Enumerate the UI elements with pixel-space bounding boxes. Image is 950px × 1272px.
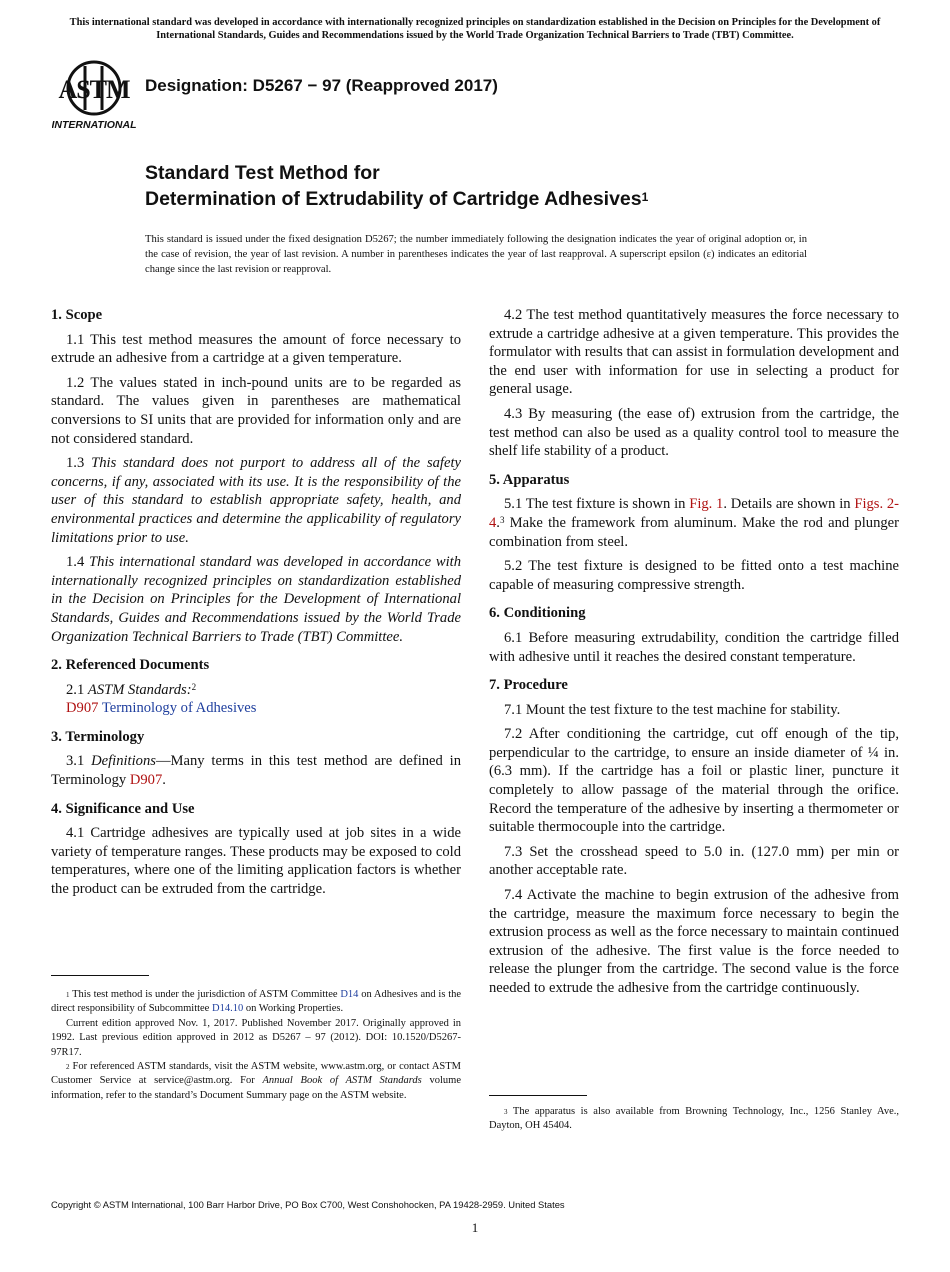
section-heading-significance: 4. Significance and Use	[51, 800, 195, 817]
para-1-4: 1.4 This international standard was developed in accordance with internationally recognized principles on standardization established in the Decision on Principles for the Development of International Standards, Guides and Recommendations issued by the World Trade Organization Technical Barriers to Trade (TBT) Committee.	[51, 554, 462, 645]
para-6-1: 6.1 Before measuring extrudability, condition the cartridge filled with adhesive until it reaches the desired constant temperature.	[489, 629, 899, 665]
para-1-1: 1.1 This test method measures the amount of force necessary to extrude an adhesive from a cartridge at a given temperature.	[51, 331, 461, 367]
footnotes-left	[51, 988, 461, 1103]
footnote-1-edition: Current edition approved Nov. 1, 2017. Published November 2017. Originally approved in 1992. Last previous edition approved in 2012 as D5267 – 97 (2012). DOI: 10.1520/D5267-97R17.	[51, 1017, 461, 1058]
link-terminology-of-adhesives[interactable]: Terminology of Adhesives	[101, 700, 257, 717]
para-1-3: 1.3 This standard does not purport to address all of the safety concerns, if any, associated with its use. It is the responsibility of the user of this standard to establish appropriate safety, health, and environmental practices and determine the applicability of regulatory limitations prior to use.	[51, 455, 461, 546]
section-heading-procedure: 7. Procedure	[489, 677, 568, 694]
top-notice: This international standard was developed in accordance with internationally recognized principles on standardization established in the Decision on Principles for the Development of International Standards, Guides and Recommendations issued by the World Trade Organization Technical Barriers to Trade (TBT) Committee.	[69, 17, 881, 41]
svg-text:INTERNATIONAL: INTERNATIONAL	[52, 119, 136, 131]
para-7-1: 7.1 Mount the test fixture to the test machine for stability.	[504, 701, 841, 718]
para-1-2: 1.2 The values stated in inch-pound units are to be regarded as standard. The values given in parentheses are mathematical conversions to SI units that are provided for information only and are not considered standard.	[51, 374, 461, 447]
link-d14-10[interactable]: D14.10	[211, 1003, 244, 1015]
link-d907[interactable]: D907	[66, 700, 99, 717]
section-heading-apparatus: 5. Apparatus	[489, 471, 570, 488]
para-4-2: 4.2 The test method quantitatively measures the force necessary to extrude a cartridge adhesive at a given temperature. This provides the formulator with results that can assist in formulation development and the end user with information for use in selecting a product for general usage.	[489, 307, 899, 398]
para-4-3: 4.3 By measuring (the ease of) extrusion from the cartridge, the test method can also be used as a quality control tool to measure the shelf life stability of a product.	[489, 405, 899, 460]
para-7-4: 7.4 Activate the machine to begin extrusion of the adhesive from the cartridge, measure the maximum force necessary to begin the extrusion process as well as the force necessary to maintain continued extrusion of the adhesive. The first value is the force needed to release the plunger from the cartridge. The second value is the force needed to extrude the adhesive from the cartridge continuously.	[489, 887, 899, 996]
left-column	[51, 306, 461, 905]
section-heading-scope: 1. Scope	[51, 307, 103, 323]
page-number: 1	[471, 1220, 479, 1235]
document-title	[145, 160, 648, 212]
footnote-3: $^3$ The apparatus is also available from Browning Technology, Inc., 1256 Stanley Ave., Dayton, OH 45404.	[489, 1106, 899, 1132]
title-footnote-ref[interactable]: 1	[641, 190, 649, 204]
para-7-2: 7.2 After conditioning the cartridge, cut off enough of the tip, perpendicular to the cartridge, to ensure an inside diameter of ¼ in. (6.3 mm). If the cartridge has a foil or plastic liner, puncture it completely to allow passage of the material through the orifice. Record the temperature of the adhesive by inserting a thermometer or suitable thermocouple into the cartridge.	[489, 726, 899, 836]
para-7-3: 7.3 Set the crosshead speed to 5.0 in. (127.0 mm) per min or another acceptable rate.	[489, 843, 899, 879]
para-3-1: 3.1 Definitions—Many terms in this test method are defined in Terminology D907.	[51, 753, 461, 789]
para-5-1: 5.1 The test fixture is shown in Fig. 1. Details are shown in Figs. 2-4.$^3$ Make the framework from aluminum. Make the rod and plunger combination from steel.	[489, 496, 900, 550]
title-line-2: Determination of Extrudability of Cartridge Adhesives$^1$	[145, 188, 649, 210]
footnote-2: $^2$ For referenced ASTM standards, visit the ASTM website, www.astm.org, or contact ASTM Customer Service at service@astm.org. For Annual Book of ASTM Standards volume information, refer to the standard’s Document Summary page on the ASTM website.	[51, 1061, 462, 1101]
para-4-1: 4.1 Cartridge adhesives are typically used at job sites in a wide variety of temperature ranges. These products may be exposed to cold temperatures, where one of the limiting application factors is whether the product can be extruded from the cartridge.	[51, 825, 461, 898]
issued-note: This standard is issued under the fixed designation D5267; the number immediately following the designation indicates the year of original adoption or, in the case of revision, the year of last revision. A number in parentheses indicates the year of last reapproval. A superscript epsilon (ε) indicates an editorial change since the last revision or reapproval.	[145, 234, 807, 275]
footnotes-right	[489, 1105, 899, 1134]
link-d14[interactable]: D14	[340, 989, 359, 1000]
para-2-1: 2.1 ASTM Standards:$^2$	[66, 681, 197, 698]
astm-logo	[52, 58, 136, 132]
title-line-1: Standard Test Method for	[145, 162, 380, 184]
footnote-rule-right	[489, 1095, 587, 1096]
section-heading-conditioning: 6. Conditioning	[489, 605, 586, 622]
svg-text:ASTM: ASTM	[58, 75, 130, 104]
link-d907-terminology[interactable]: D907	[129, 772, 163, 789]
link-figs-2-4[interactable]: Figs. 2-4	[489, 496, 900, 531]
copyright-line: Copyright © ASTM International, 100 Barr Harbor Drive, PO Box C700, West Conshohocken, PA 19428-2959. United States	[51, 1199, 565, 1210]
footnote-1: $^1$ This test method is under the jurisdiction of ASTM Committee D14 on Adhesives and is the direct responsibility of Subcommittee D14.10 on Working Properties.	[51, 989, 462, 1015]
para-5-2: 5.2 The test fixture is designed to be fitted onto a test machine capable of measuring compressive strength.	[489, 558, 899, 593]
reference-d907	[51, 699, 461, 718]
footnote-rule-left	[51, 975, 149, 976]
right-column	[489, 306, 899, 1004]
link-fig-1[interactable]: Fig. 1	[689, 496, 724, 513]
section-heading-terminology: 3. Terminology	[51, 728, 145, 745]
designation: Designation: D5267 − 97 (Reapproved 2017)	[145, 76, 498, 95]
section-heading-referenced: 2. Referenced Documents	[51, 657, 210, 674]
